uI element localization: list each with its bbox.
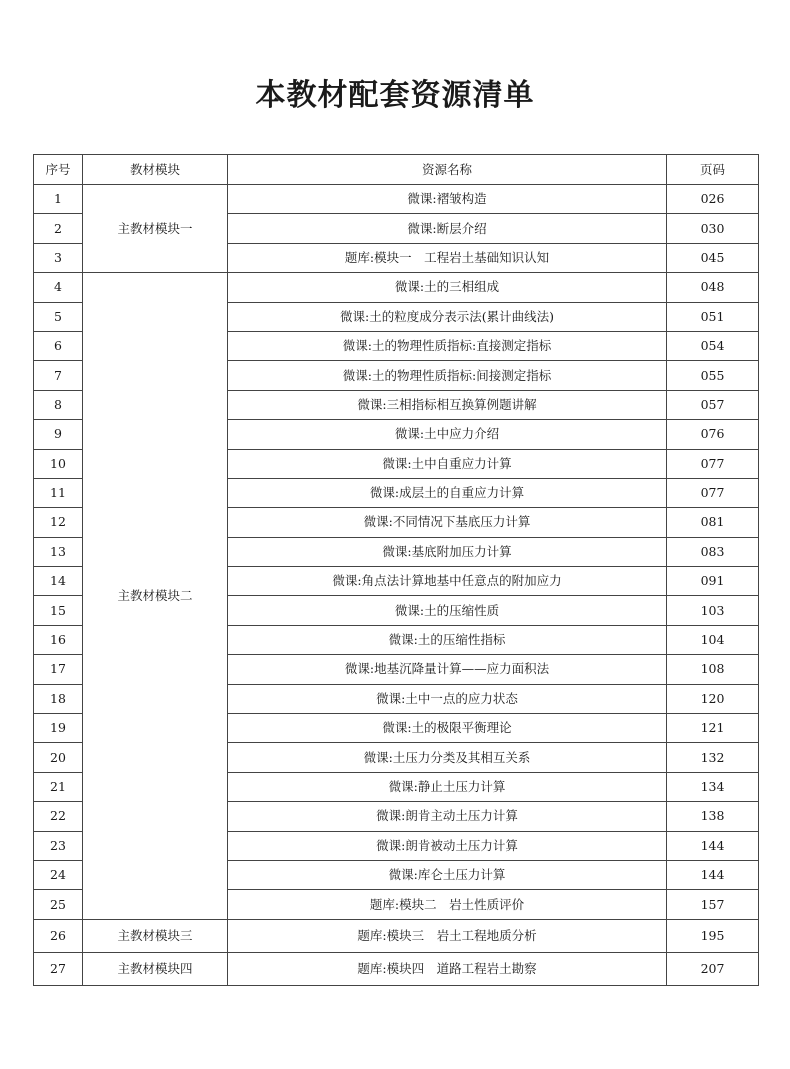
page-number: 132: [667, 743, 759, 772]
page-number: 055: [667, 361, 759, 390]
page-number: 121: [667, 714, 759, 743]
page-number: 057: [667, 390, 759, 419]
page-number: 157: [667, 890, 759, 919]
row-number: 2: [34, 214, 83, 243]
table-row: [34, 273, 759, 302]
resource-name: 微课:土压力分类及其相互关系: [228, 743, 667, 772]
row-number: 23: [34, 831, 83, 860]
page-number: 048: [667, 273, 759, 302]
resource-name: 微课:土中一点的应力状态: [228, 684, 667, 713]
resource-name: 微课:土中自重应力计算: [228, 449, 667, 478]
table-header-row: [34, 155, 759, 185]
resource-name: 微课:断层介绍: [228, 214, 667, 243]
page-number: 120: [667, 684, 759, 713]
row-number: 6: [34, 331, 83, 360]
row-number: 5: [34, 302, 83, 331]
row-number: 25: [34, 890, 83, 919]
resource-name: 微课:土的压缩性质: [228, 596, 667, 625]
row-number: 14: [34, 567, 83, 596]
row-number: 24: [34, 860, 83, 889]
resource-name: 微课:褶皱构造: [228, 185, 667, 214]
row-number: 19: [34, 714, 83, 743]
row-number: 27: [34, 952, 83, 985]
page-number: 083: [667, 537, 759, 566]
resource-name: 微课:土的三相组成: [228, 273, 667, 302]
row-number: 7: [34, 361, 83, 390]
resource-name: 微课:土中应力介绍: [228, 420, 667, 449]
resource-name: 微课:地基沉降量计算——应力面积法: [228, 655, 667, 684]
resource-name: 题库:模块三 岩土工程地质分析: [228, 919, 667, 952]
row-number: 8: [34, 390, 83, 419]
row-number: 11: [34, 478, 83, 507]
row-number: 4: [34, 273, 83, 302]
resource-name: 微课:土的物理性质指标:间接测定指标: [228, 361, 667, 390]
row-number: 26: [34, 919, 83, 952]
resource-name: 题库:模块四 道路工程岩土勘察: [228, 952, 667, 985]
page-number: 077: [667, 478, 759, 507]
module-cell: 主教材模块二: [83, 273, 228, 920]
resource-name: 微课:土的极限平衡理论: [228, 714, 667, 743]
header-page-number: 页码: [667, 155, 759, 185]
row-number: 21: [34, 772, 83, 801]
page-number: 045: [667, 243, 759, 272]
page-number: 054: [667, 331, 759, 360]
page-number: 108: [667, 655, 759, 684]
row-number: 9: [34, 420, 83, 449]
page-number: 076: [667, 420, 759, 449]
header-resource-name: 资源名称: [228, 155, 667, 185]
table-row: [34, 952, 759, 985]
resource-name: 题库:模块二 岩土性质评价: [228, 890, 667, 919]
page-number: 144: [667, 860, 759, 889]
page-number: 144: [667, 831, 759, 860]
row-number: 1: [34, 185, 83, 214]
row-number: 20: [34, 743, 83, 772]
row-number: 15: [34, 596, 83, 625]
module-cell: 主教材模块三: [83, 919, 228, 952]
resource-name: 微课:朗肯主动土压力计算: [228, 802, 667, 831]
table-row: [34, 919, 759, 952]
document-title: 本教材配套资源清单: [255, 78, 535, 113]
table-row: [34, 185, 759, 214]
page-number: 207: [667, 952, 759, 985]
module-cell: 主教材模块四: [83, 952, 228, 985]
header-serial-number: 序号: [34, 155, 83, 185]
page-number: 134: [667, 772, 759, 801]
row-number: 12: [34, 508, 83, 537]
resource-name: 微课:土的物理性质指标:直接测定指标: [228, 331, 667, 360]
row-number: 13: [34, 537, 83, 566]
page-number: 195: [667, 919, 759, 952]
row-number: 22: [34, 802, 83, 831]
resource-table: [33, 154, 759, 986]
row-number: 3: [34, 243, 83, 272]
row-number: 16: [34, 625, 83, 654]
page-number: 026: [667, 185, 759, 214]
resource-name: 微课:成层土的自重应力计算: [228, 478, 667, 507]
page-number: 030: [667, 214, 759, 243]
resource-name: 微课:库仑土压力计算: [228, 860, 667, 889]
page-number: 077: [667, 449, 759, 478]
resource-name: 微课:不同情况下基底压力计算: [228, 508, 667, 537]
resource-name: 微课:土的粒度成分表示法(累计曲线法): [228, 302, 667, 331]
module-cell: 主教材模块一: [83, 185, 228, 273]
row-number: 18: [34, 684, 83, 713]
page-number: 081: [667, 508, 759, 537]
header-module: 教材模块: [83, 155, 228, 185]
page-number: 138: [667, 802, 759, 831]
resource-name: 微课:朗肯被动土压力计算: [228, 831, 667, 860]
row-number: 17: [34, 655, 83, 684]
resource-name: 微课:静止土压力计算: [228, 772, 667, 801]
resource-name: 微课:角点法计算地基中任意点的附加应力: [228, 567, 667, 596]
page-number: 104: [667, 625, 759, 654]
resource-name: 微课:三相指标相互换算例题讲解: [228, 390, 667, 419]
resource-name: 题库:模块一 工程岩土基础知识认知: [228, 243, 667, 272]
row-number: 10: [34, 449, 83, 478]
page-number: 091: [667, 567, 759, 596]
resource-name: 微课:土的压缩性指标: [228, 625, 667, 654]
resource-name: 微课:基底附加压力计算: [228, 537, 667, 566]
page-number: 051: [667, 302, 759, 331]
page-number: 103: [667, 596, 759, 625]
